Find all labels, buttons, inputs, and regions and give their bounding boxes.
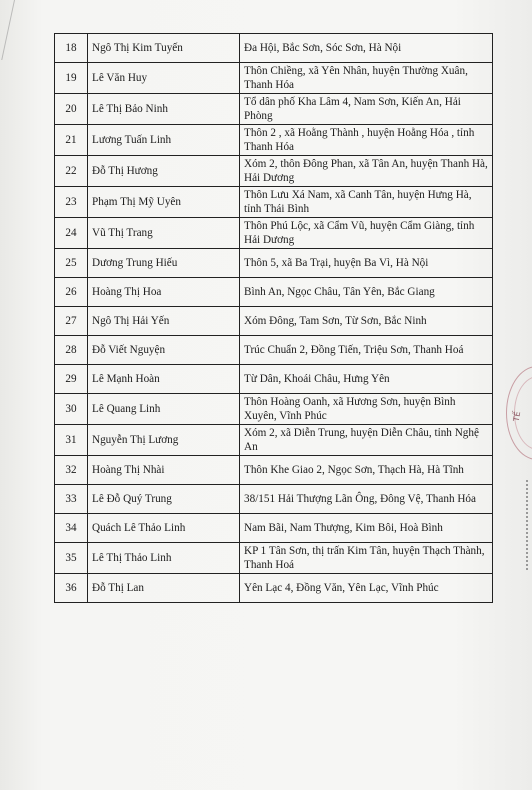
row-number: 26 [55,278,88,307]
person-address: Thôn Phú Lộc, xã Cẩm Vũ, huyện Cẩm Giàng, tỉnh Hải Dương [240,218,493,249]
row-number: 35 [55,543,88,574]
table-row [55,218,493,249]
person-name: Lê Mạnh Hoàn [88,365,240,394]
table-row [55,574,493,603]
participant-table-body [55,34,493,603]
person-name: Ngô Thị Kim Tuyến [88,34,240,63]
row-number: 24 [55,218,88,249]
page-edge-marks [522,480,528,570]
row-number: 21 [55,125,88,156]
row-number: 27 [55,307,88,336]
table-row [55,456,493,485]
table-row [55,125,493,156]
person-name: Lương Tuấn Linh [88,125,240,156]
person-address: Xóm 2, thôn Đông Phan, xã Tân An, huyện Thanh Hà, Hải Dương [240,156,493,187]
participant-table [54,33,493,603]
table-row [55,34,493,63]
row-number: 20 [55,94,88,125]
person-address: Trúc Chuẩn 2, Đồng Tiến, Triệu Sơn, Thanh Hoá [240,336,493,365]
table-row [55,249,493,278]
person-address: Yên Lạc 4, Đồng Văn, Yên Lạc, Vĩnh Phúc [240,574,493,603]
row-number: 30 [55,394,88,425]
person-name: Nguyễn Thị Lương [88,425,240,456]
person-address: KP 1 Tân Sơn, thị trấn Kim Tân, huyện Thạch Thành, Thanh Hoá [240,543,493,574]
person-name: Hoàng Thị Hoa [88,278,240,307]
table-row [55,394,493,425]
person-address: Xóm Đông, Tam Sơn, Từ Sơn, Bắc Ninh [240,307,493,336]
row-number: 25 [55,249,88,278]
row-number: 28 [55,336,88,365]
person-name: Vũ Thị Trang [88,218,240,249]
row-number: 32 [55,456,88,485]
person-name: Đỗ Thị Hương [88,156,240,187]
person-name: Lê Thị Bảo Ninh [88,94,240,125]
person-name: Ngô Thị Hải Yến [88,307,240,336]
person-name: Đỗ Thị Lan [88,574,240,603]
row-number: 31 [55,425,88,456]
row-number: 18 [55,34,88,63]
person-name: Lê Văn Huy [88,63,240,94]
table-row [55,187,493,218]
person-name: Lê Đỗ Quý Trung [88,485,240,514]
person-name: Quách Lê Thảo Linh [88,514,240,543]
person-name: Dương Trung Hiếu [88,249,240,278]
person-address: Tổ dân phố Kha Lâm 4, Nam Sơn, Kiến An, Hải Phòng [240,94,493,125]
person-address: Thôn Hoàng Oanh, xã Hương Sơn, huyện Bình Xuyên, Vĩnh Phúc [240,394,493,425]
person-name: Hoàng Thị Nhài [88,456,240,485]
person-address: Thôn Lưu Xá Nam, xã Canh Tân, huyện Hưng Hà, tỉnh Thái Bình [240,187,493,218]
person-address: Nam Bãi, Nam Thượng, Kim Bôi, Hoà Bình [240,514,493,543]
person-name: Lê Thị Thảo Linh [88,543,240,574]
person-address: Đa Hội, Bắc Sơn, Sóc Sơn, Hà Nội [240,34,493,63]
person-name: Lê Quang Linh [88,394,240,425]
table-row [55,425,493,456]
table-row [55,514,493,543]
row-number: 29 [55,365,88,394]
row-number: 36 [55,574,88,603]
table-row [55,63,493,94]
person-address: Thôn 5, xã Ba Trại, huyện Ba Vì, Hà Nội [240,249,493,278]
person-address: Thôn Khe Giao 2, Ngọc Sơn, Thạch Hà, Hà Tĩnh [240,456,493,485]
row-number: 23 [55,187,88,218]
row-number: 34 [55,514,88,543]
row-number: 33 [55,485,88,514]
person-address: Thôn 2 , xã Hoằng Thành , huyện Hoằng Hóa , tỉnh Thanh Hóa [240,125,493,156]
person-address: Từ Dân, Khoái Châu, Hưng Yên [240,365,493,394]
table-row [55,94,493,125]
person-name: Đỗ Viết Nguyện [88,336,240,365]
row-number: 19 [55,63,88,94]
row-number: 22 [55,156,88,187]
table-row [55,485,493,514]
person-address: Bình An, Ngọc Châu, Tân Yên, Bắc Giang [240,278,493,307]
person-address: Xóm 2, xã Diễn Trung, huyện Diễn Châu, tỉnh Nghệ An [240,425,493,456]
table-row [55,156,493,187]
table-row [55,278,493,307]
person-address: Thôn Chiềng, xã Yên Nhân, huyện Thường Xuân, Thanh Hóa [240,63,493,94]
table-row [55,365,493,394]
table-row [55,543,493,574]
table-row [55,336,493,365]
person-name: Phạm Thị Mỹ Uyên [88,187,240,218]
official-seal-text: TẾ [511,410,523,423]
table-row [55,307,493,336]
person-address: 38/151 Hải Thượng Lãn Ông, Đông Vệ, Thanh Hóa [240,485,493,514]
